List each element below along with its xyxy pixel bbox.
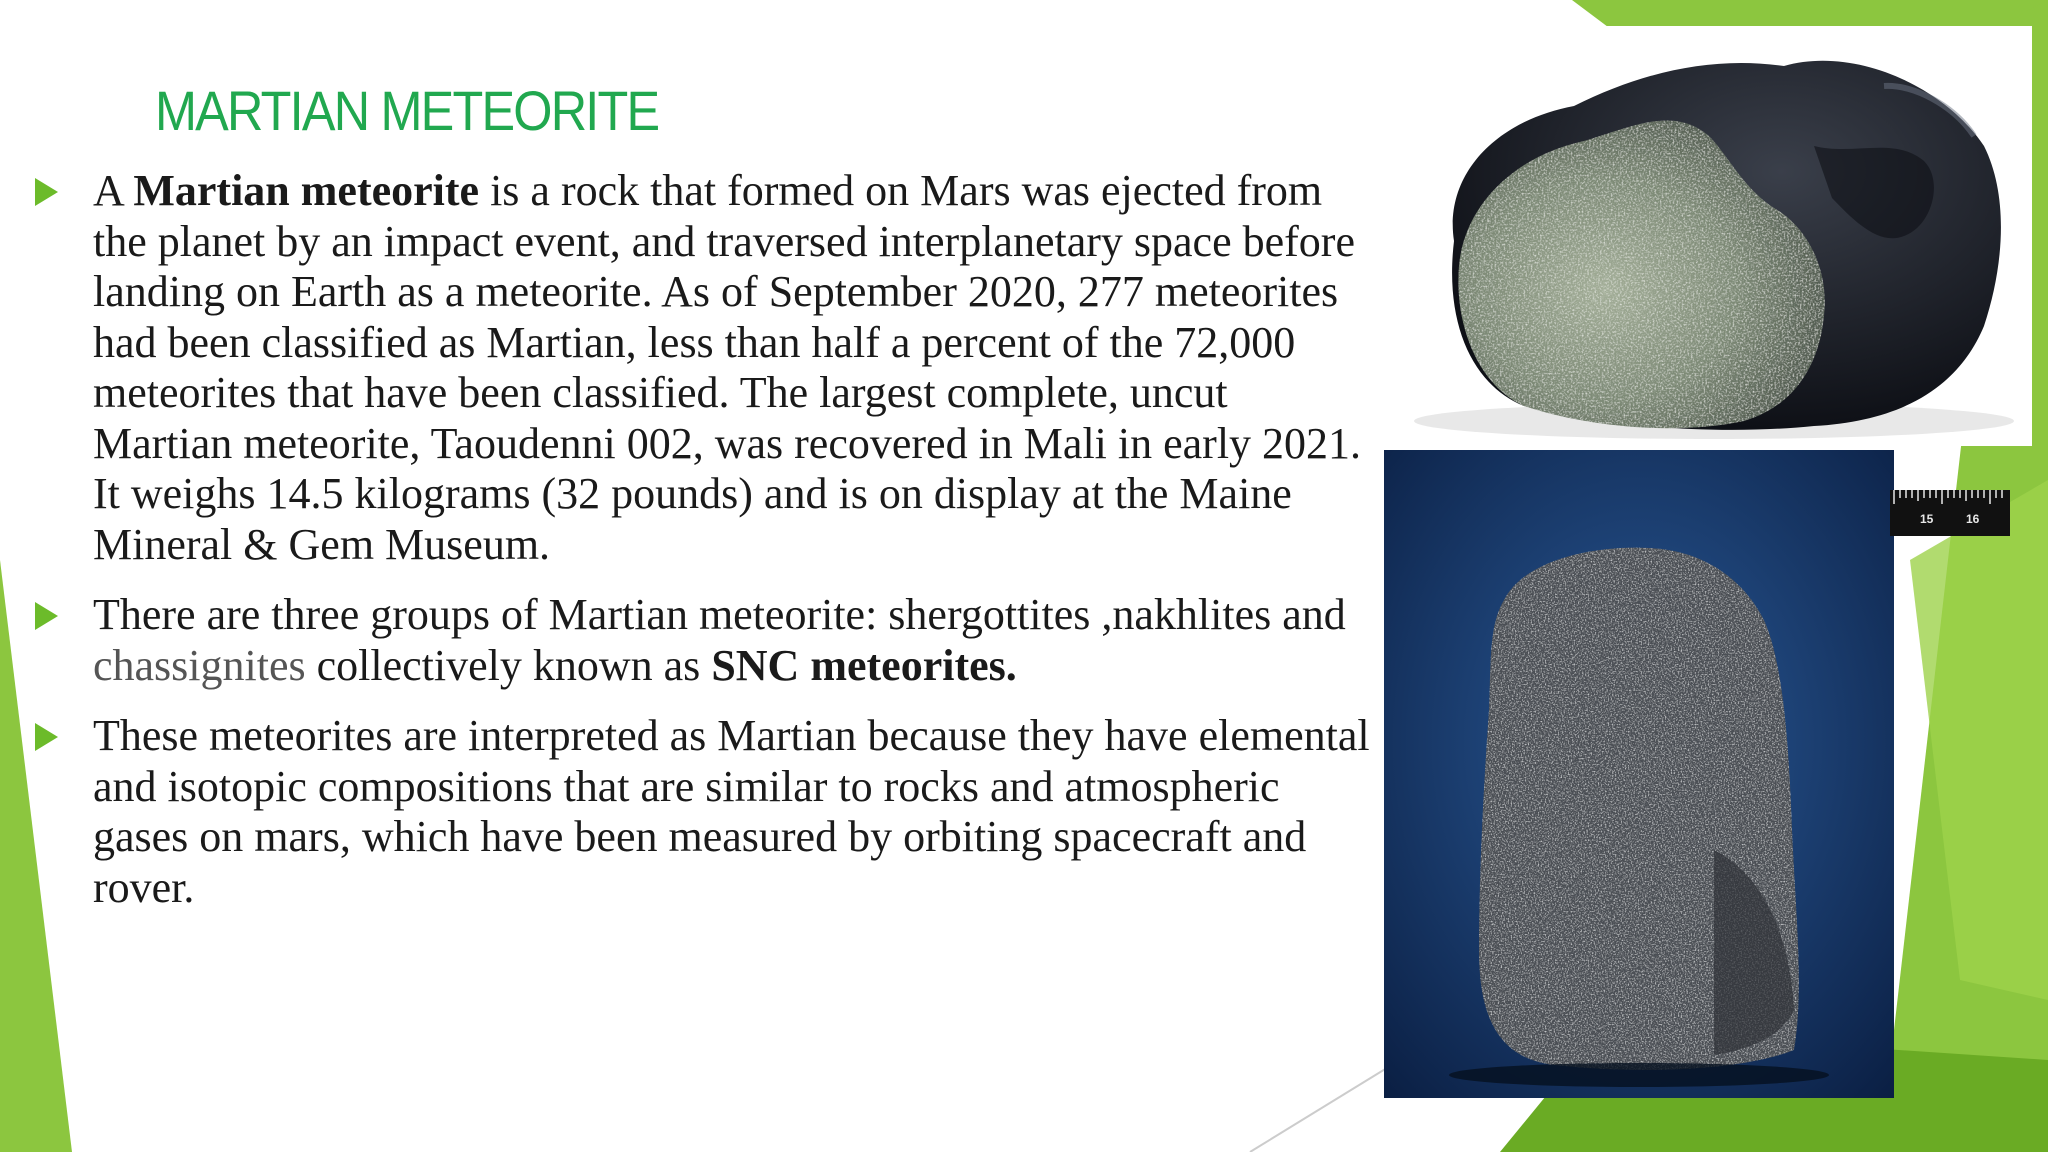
thin-decor-line bbox=[1250, 1060, 1400, 1152]
triangle-right-icon bbox=[35, 723, 58, 751]
hyperlink-text[interactable]: chassignites bbox=[93, 640, 306, 690]
bullet-item bbox=[30, 590, 1370, 691]
meteorite-photo-top bbox=[1384, 26, 2032, 446]
bullet-text: These meteorites are interpreted as Martian because they have elemental and isotopic compositions that are similar to rocks and atmospheric gases on mars, which have been measured by orbiting spacecraft and rover. bbox=[93, 711, 1370, 912]
meteorite-photo-bottom bbox=[1384, 450, 1894, 1098]
bullet-item bbox=[30, 711, 1370, 913]
bullet-item bbox=[30, 166, 1370, 570]
bullet-text: collectively known as bbox=[305, 640, 712, 690]
slide-title: MARTIAN METEORITE bbox=[155, 79, 659, 142]
bold-term: Martian meteorite bbox=[133, 166, 480, 215]
bullet-text: A bbox=[93, 166, 134, 215]
triangle-right-icon bbox=[35, 602, 58, 630]
bullet-text: is a rock that formed on Mars was ejected from the planet by an impact event, and traversed interplanetary space before landing on Earth as a meteorite. As of September 2020, 277 meteorites had been classified as Martian, less than half a percent of the 72,000 meteorites that have been classified. The largest complete, uncut Martian meteorite, Taoudenni 002, was recovered in Mali in early 2021. It weighs 14.5 kilograms (32 pounds) and is on display at the Maine Mineral & Gem Museum. bbox=[93, 166, 1362, 569]
ruler-label: 15 bbox=[1920, 512, 1934, 526]
bullet-list bbox=[30, 166, 1370, 933]
bullet-text: There are three groups of Martian meteorite: shergottites ,nakhlites and bbox=[93, 590, 1346, 639]
triangle-right-icon bbox=[35, 178, 58, 206]
bold-term: SNC meteorites. bbox=[711, 640, 1017, 690]
ruler-label: 16 bbox=[1966, 512, 1980, 526]
measuring-ruler bbox=[1890, 490, 2010, 536]
